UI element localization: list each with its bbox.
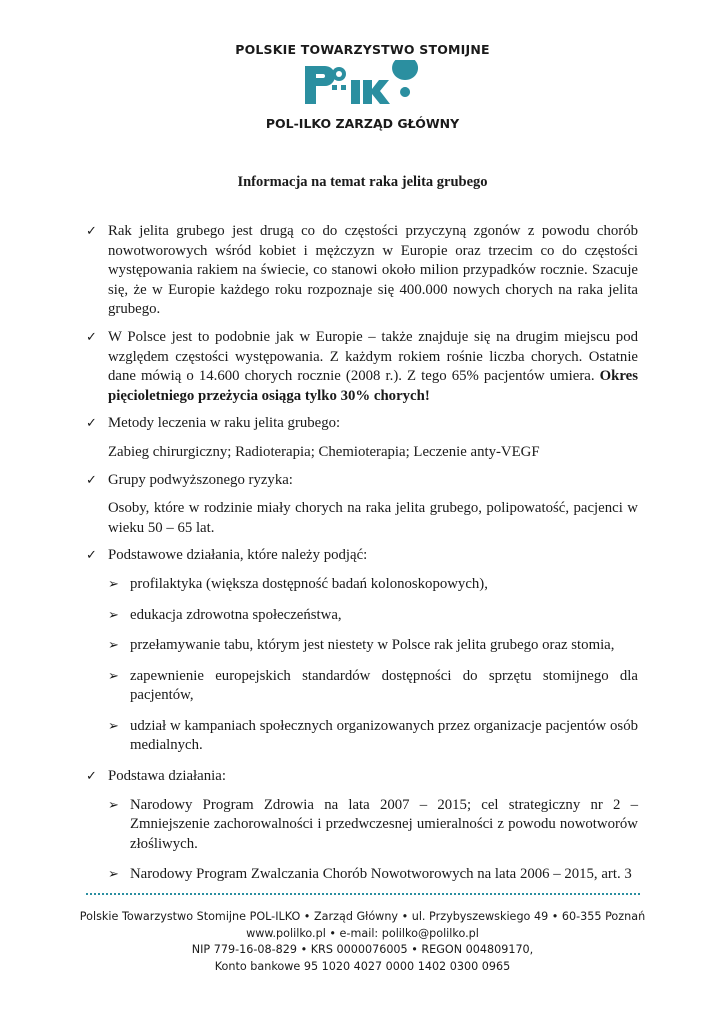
sub-item: ➢ udział w kampaniach społecznych organizowanych przez organizacje pacjentów osób medialnych. bbox=[108, 717, 638, 754]
item-text: Grupy podwyższonego ryzyka: bbox=[108, 471, 293, 488]
item-text: Podstawa działania: bbox=[108, 768, 226, 785]
polilko-logo bbox=[0, 60, 725, 112]
sub-list bbox=[108, 796, 638, 885]
logo-icon bbox=[301, 60, 425, 110]
list-item bbox=[86, 546, 638, 756]
sub-item: ➢ zapewnienie europejskich standardów dostępności do sprzętu stomijnego dla pacjentów, bbox=[108, 667, 638, 704]
list-item bbox=[86, 414, 638, 462]
checkmark-icon: ✓ bbox=[86, 224, 97, 239]
sub-list bbox=[108, 575, 638, 756]
list-item bbox=[86, 222, 638, 320]
checkmark-icon: ✓ bbox=[86, 472, 97, 488]
survival-highlight: Okres pięcioletniego przeżycia osiąga tylko 30% chorych! bbox=[108, 368, 638, 404]
arrow-bullet-icon: ➢ bbox=[108, 576, 119, 592]
item-text: W Polsce jest to podobnie jak w Europie – także znajduje się na drugim miejscu pod względem częstości występowania. Z każdym rokiem rośnie liczba chorych. Ostatnie dane mówią o 14.600 chorych rocznie (2008 r.). Z tego 65% pacjentów umiera. Okres pięcioletniego przeżycia osiąga tylko 30% chorych! bbox=[108, 328, 638, 404]
list-item bbox=[86, 471, 638, 539]
item-text: Metody leczenia w raku jelita grubego: bbox=[108, 415, 341, 432]
footer-divider bbox=[86, 893, 640, 895]
sub-item: ➢ przełamywanie tabu, którym jest niestety w Polsce rak jelita grubego oraz stomia, bbox=[108, 636, 638, 656]
item-text: Podstawowe działania, które należy podjąć: bbox=[108, 547, 368, 564]
arrow-bullet-icon: ➢ bbox=[108, 638, 119, 654]
checkmark-icon: ✓ bbox=[86, 416, 97, 432]
sub-item: ➢ Narodowy Program Zwalczania Chorób Nowotworowych na lata 2006 – 2015, art. 3 bbox=[108, 865, 638, 885]
document-body bbox=[86, 222, 638, 896]
sub-item: ➢ Narodowy Program Zdrowia na lata 2007 – 2015; cel strategiczny nr 2 – Zmniejszenie zachorowalności i przedwczesnej umieralności z powodu nowotworów złośliwych. bbox=[108, 796, 638, 852]
arrow-bullet-icon: ➢ bbox=[108, 797, 119, 813]
item-detail: Zabieg chirurgiczny; Radioterapia; Chemioterapia; Leczenie anty-VEGF bbox=[108, 443, 540, 460]
footer bbox=[0, 909, 725, 975]
checkmark-icon: ✓ bbox=[86, 548, 97, 564]
footer-bank-account: Konto bankowe 95 1020 4027 0000 1402 0300 0965 bbox=[214, 959, 511, 973]
arrow-bullet-icon: ➢ bbox=[108, 867, 119, 883]
arrow-bullet-icon: ➢ bbox=[108, 607, 119, 623]
sub-item: ➢ profilaktyka (większa dostępność badań kolonoskopowych), bbox=[108, 575, 638, 595]
list-item bbox=[86, 767, 638, 885]
footer-contact: www.polilko.pl • e-mail: polilko@polilko.pl bbox=[246, 926, 479, 940]
arrow-bullet-icon: ➢ bbox=[108, 668, 119, 684]
arrow-bullet-icon: ➢ bbox=[108, 718, 119, 734]
document-title: Informacja na temat raka jelita grubego bbox=[237, 174, 488, 190]
organization-name: POLSKIE TOWARZYSTWO STOMIJNE bbox=[235, 42, 490, 57]
item-text: Rak jelita grubego jest drugą co do częstości przyczyną zgonów z powodu chorób nowotworowych wśród kobiet i mężczyzn w Europie oraz trzecim co do częstości występowania rakiem na świecie, co stanowi około milion przypadków rocznie. Szacuje się, że w Europie każdego roku rozpoznaje się 400.000 nowych chorych na raka jelita grubego. bbox=[108, 223, 638, 318]
item-detail: Osoby, które w rodzinie miały chorych na raka jelita grubego, polipowatość, pacjenci w wieku 50 – 65 lat. bbox=[108, 500, 638, 536]
footer-registration: NIP 779-16-08-829 • KRS 0000076005 • REGON 004809170, bbox=[191, 943, 534, 956]
footer-address: Polskie Towarzystwo Stomijne POL-ILKO • Zarząd Główny • ul. Przybyszewskiego 49 • 60-355 Poznań bbox=[79, 910, 646, 923]
sub-item: ➢ edukacja zdrowotna społeczeństwa, bbox=[108, 606, 638, 626]
checkmark-icon: ✓ bbox=[86, 329, 97, 345]
list-item bbox=[86, 328, 638, 406]
organization-subtitle: POL-ILKO ZARZĄD GŁÓWNY bbox=[265, 116, 460, 131]
checkmark-icon: ✓ bbox=[86, 769, 97, 785]
